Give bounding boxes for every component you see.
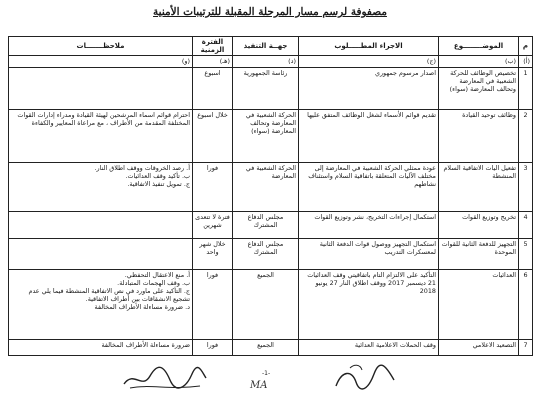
row-num: 7 <box>519 340 533 356</box>
row-agency: الجميع <box>233 269 299 340</box>
row-num: 6 <box>519 269 533 340</box>
header-row <box>9 37 533 56</box>
table-row <box>9 269 533 340</box>
row-action: التأكيد على الالتزام التام باتفاقيتي وقف العدائيات 21 ديسمبر 2017 ووقف اطلاق النار 27 يونيو 2018 <box>299 269 439 340</box>
row-notes: احترام قوائم اسماء المرشحين لهيئة القيادة ومدراء إدارات القوات المختلفة المقدمة من الأطراف ، مع مراعاة المعايير والكفاءة <box>9 110 193 163</box>
table-row <box>9 163 533 212</box>
row-action: وقف الحملات الاعلامية العدائية <box>299 340 439 356</box>
table-row <box>9 110 533 163</box>
row-topic: وظائف توحيد القيادة <box>439 110 519 163</box>
row-num: 2 <box>519 110 533 163</box>
signature-area <box>0 360 540 400</box>
sub-label-num: (أ) <box>519 56 533 68</box>
handwritten-signature-right <box>330 360 400 394</box>
row-action: تقديم قوائم الأسماء لشغل الوظائف المتفق عليها <box>299 110 439 163</box>
row-num: 1 <box>519 68 533 110</box>
row-action: اصدار مرسوم جمهوري <box>299 68 439 110</box>
document-title: مصفوفة لرسم مسار المرحلة المقبلة للترتيبات الأمنية <box>153 6 387 18</box>
table-row <box>9 340 533 356</box>
row-period: اسبوع <box>193 68 233 110</box>
initials: MA <box>250 380 268 391</box>
row-topic: العدائيات <box>439 269 519 340</box>
sub-label-action: (ج) <box>299 56 439 68</box>
row-period: فورا <box>193 340 233 356</box>
header-agency: جهــة التنفيذ <box>233 37 299 56</box>
row-agency: الحركة الشعبية في المعارضة <box>233 163 299 212</box>
row-notes <box>9 68 193 110</box>
sub-label-topic: (ب) <box>439 56 519 68</box>
row-agency: الجميع <box>233 340 299 356</box>
row-topic: تخصيص الوظائف للحركة الشعبية في المعارضة وتحالف المعارضة (سواء) <box>439 68 519 110</box>
header-topic: الموضــــــــوع <box>439 37 519 56</box>
row-period: خلال شهر واحد <box>193 238 233 269</box>
header-num: م <box>519 37 533 56</box>
row-period: خلال اسبوع <box>193 110 233 163</box>
sub-label-notes: (و) <box>9 56 193 68</box>
row-num: 3 <box>519 163 533 212</box>
table-row <box>9 68 533 110</box>
sub-label-row <box>9 56 533 68</box>
row-notes: أ. منع الاعتقال التحفظي. ب. وقف الهجمات المتبادلة. ج. التأكيد على ماورد في نص الاتفاقية المنشطة فيما يلي عدم تشجيع الانشقاقات بين أطراف الاتفاقية. د. ضرورة مساءلة الأطراف المخالفة <box>9 269 193 340</box>
table-row <box>9 238 533 269</box>
row-notes <box>9 238 193 269</box>
row-action: عودة ممثلي الحركة الشعبية في المعارضة إلى مختلف الآليات المتعلقة باتفاقية السلام واستئناف نشاطهم <box>299 163 439 212</box>
row-notes <box>9 211 193 238</box>
row-num: 4 <box>519 211 533 238</box>
row-agency: مجلس الدفاع المشترك <box>233 238 299 269</box>
row-agency: الحركة الشعبية في المعارضة وتحالف المعارضة (سواء) <box>233 110 299 163</box>
row-num: 5 <box>519 238 533 269</box>
row-agency: مجلس الدفاع المشترك <box>233 211 299 238</box>
row-topic: تفعيل اليات الاتفاقية السلام المنشطة <box>439 163 519 212</box>
row-action: استكمال إجراءات التخريج، نشر وتوزيع القوات <box>299 211 439 238</box>
row-period: فورا <box>193 269 233 340</box>
header-period: الفترة الزمنية <box>193 37 233 56</box>
header-action: الاجراء المطـــــلوب <box>299 37 439 56</box>
row-period: فترة لا تتعدى شهرين <box>193 211 233 238</box>
sub-label-period: (هـ) <box>193 56 233 68</box>
row-topic: التجهيز للدفعة الثانية للقوات الموحدة <box>439 238 519 269</box>
handwritten-signature-left <box>120 362 210 392</box>
row-period: فورا <box>193 163 233 212</box>
row-topic: تخريج وتوزيع القوات <box>439 211 519 238</box>
sub-label-agency: (د) <box>233 56 299 68</box>
row-notes: ضرورة مساءلة الأطراف المخالفة <box>9 340 193 356</box>
header-notes: ملاحظـــــــات <box>9 37 193 56</box>
row-topic: التصعيد الاعلامي <box>439 340 519 356</box>
page-number: -1- <box>262 370 271 377</box>
security-arrangements-matrix <box>8 36 533 356</box>
row-action: استكمال التجهيز ووصول قوات الدفعة الثانية لمعسكرات التدريب <box>299 238 439 269</box>
table-row <box>9 211 533 238</box>
row-notes: أ. رصد الخروقات ووقف اطلاق النار. ب. تأكيد وقف العدائيات. ج. تمويل تنفيذ الاتفاقية. <box>9 163 193 212</box>
row-agency: رئاسة الجمهورية <box>233 68 299 110</box>
